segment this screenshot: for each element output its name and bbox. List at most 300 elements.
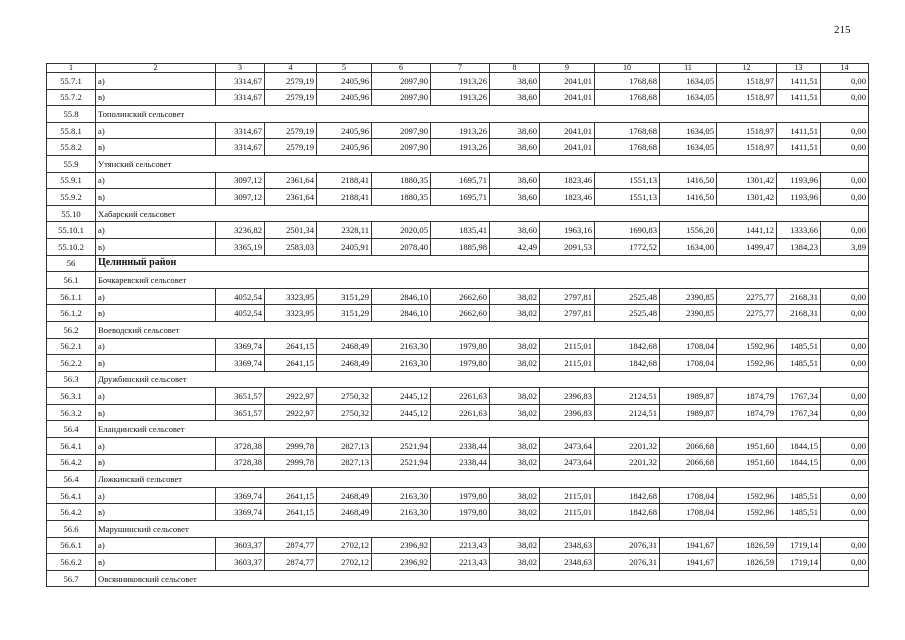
value-cell: 0,00 [821,338,869,355]
value-cell: 2115,01 [540,487,595,504]
value-cell: 38,60 [490,122,540,139]
column-header: 7 [431,64,490,73]
value-cell: 3314,67 [216,122,265,139]
column-header: 3 [216,64,265,73]
value-cell: 2348,63 [540,554,595,571]
value-cell: 2827,13 [317,438,372,455]
table-row [47,73,869,90]
value-cell: 1880,35 [372,189,431,206]
value-cell: 38,60 [490,73,540,90]
value-cell: 38,02 [490,537,540,554]
row-code: 56.1.2 [47,305,96,322]
value-cell: 0,00 [821,454,869,471]
row-code: 56.4.1 [47,438,96,455]
value-cell: 2405,96 [317,73,372,90]
value-cell: 3,89 [821,238,869,255]
value-cell: 1411,51 [777,122,821,139]
value-cell: 2361,64 [265,172,317,189]
value-cell: 2213,43 [431,537,490,554]
column-header: 2 [96,64,216,73]
row-code: 56.6.2 [47,554,96,571]
value-cell: 38,60 [490,189,540,206]
column-header: 13 [777,64,821,73]
district-row [47,255,869,272]
value-cell: 3603,37 [216,537,265,554]
value-cell: 0,00 [821,537,869,554]
value-cell: 3323,95 [265,288,317,305]
row-code: 56.7 [47,570,96,587]
value-cell: 2999,78 [265,454,317,471]
value-cell: 2328,11 [317,222,372,239]
value-cell: 1989,87 [660,388,717,405]
row-code: 55.9 [47,155,96,172]
value-cell: 38,02 [490,404,540,421]
value-cell: 38,02 [490,288,540,305]
value-cell: 2750,32 [317,404,372,421]
value-cell: 0,00 [821,504,869,521]
value-cell: 1708,04 [660,504,717,521]
value-cell: 2405,91 [317,238,372,255]
value-cell: 2066,68 [660,438,717,455]
section-row [47,155,869,172]
row-code: 56.4.1 [47,487,96,504]
value-cell: 1499,47 [717,238,777,255]
value-cell: 2827,13 [317,454,372,471]
value-cell: 1592,96 [717,504,777,521]
value-cell: 2583,03 [265,238,317,255]
value-cell: 1768,68 [595,89,660,106]
row-code: 55.8 [47,106,96,123]
row-code: 56.2 [47,321,96,338]
district-name: Целинный район [96,255,869,272]
value-cell: 1768,68 [595,139,660,156]
value-cell: 2797,81 [540,305,595,322]
value-cell: 2338,44 [431,438,490,455]
value-cell: 38,02 [490,438,540,455]
row-code: 56.1 [47,272,96,289]
value-cell: 2163,30 [372,487,431,504]
value-cell: 2261,63 [431,404,490,421]
value-cell: 2579,19 [265,122,317,139]
value-cell: 1518,97 [717,139,777,156]
value-cell: 1634,05 [660,73,717,90]
value-cell: 1411,51 [777,73,821,90]
value-cell: 2124,51 [595,388,660,405]
value-cell: 2091,53 [540,238,595,255]
row-label: в) [96,238,216,255]
value-cell: 1690,83 [595,222,660,239]
value-cell: 1979,80 [431,504,490,521]
section-name: Еландинский сельсовет [96,421,869,438]
row-label: в) [96,404,216,421]
row-code: 55.9.2 [47,189,96,206]
value-cell: 2115,01 [540,338,595,355]
value-cell: 0,00 [821,189,869,206]
value-cell: 1844,15 [777,454,821,471]
value-cell: 1333,66 [777,222,821,239]
value-cell: 1695,71 [431,172,490,189]
value-cell: 1913,26 [431,89,490,106]
value-cell: 2348,63 [540,537,595,554]
value-cell: 2168,31 [777,305,821,322]
value-cell: 3651,57 [216,404,265,421]
section-row [47,471,869,488]
value-cell: 1485,51 [777,504,821,521]
section-row [47,521,869,538]
value-cell: 1880,35 [372,172,431,189]
row-code: 56.4.2 [47,504,96,521]
row-label: в) [96,355,216,372]
value-cell: 1193,96 [777,189,821,206]
value-cell: 3728,38 [216,454,265,471]
value-cell: 2275,77 [717,305,777,322]
row-label: в) [96,554,216,571]
value-cell: 1768,68 [595,73,660,90]
value-cell: 2525,48 [595,288,660,305]
value-cell: 0,00 [821,404,869,421]
value-cell: 2163,30 [372,338,431,355]
row-label: а) [96,438,216,455]
value-cell: 2405,96 [317,122,372,139]
value-cell: 2168,31 [777,288,821,305]
value-cell: 1913,26 [431,122,490,139]
table-row [47,222,869,239]
row-code: 56.3.1 [47,388,96,405]
value-cell: 1842,68 [595,355,660,372]
value-cell: 2445,12 [372,404,431,421]
table-row [47,454,869,471]
value-cell: 2066,68 [660,454,717,471]
row-label: а) [96,288,216,305]
table-row [47,238,869,255]
value-cell: 1416,50 [660,172,717,189]
value-cell: 1411,51 [777,139,821,156]
value-cell: 0,00 [821,288,869,305]
value-cell: 1193,96 [777,172,821,189]
section-row [47,421,869,438]
value-cell: 42,49 [490,238,540,255]
value-cell: 2468,49 [317,487,372,504]
value-cell: 1551,13 [595,189,660,206]
value-cell: 2338,44 [431,454,490,471]
table-row [47,172,869,189]
column-header-row [47,64,869,73]
value-cell: 1708,04 [660,355,717,372]
value-cell: 3314,67 [216,139,265,156]
column-header: 8 [490,64,540,73]
value-cell: 1767,34 [777,404,821,421]
value-cell: 2390,85 [660,288,717,305]
value-cell: 1518,97 [717,73,777,90]
table-row [47,537,869,554]
value-cell: 2396,92 [372,554,431,571]
value-cell: 1411,51 [777,89,821,106]
value-cell: 1823,46 [540,172,595,189]
value-cell: 1551,13 [595,172,660,189]
value-cell: 2163,30 [372,504,431,521]
value-cell: 0,00 [821,305,869,322]
column-header: 11 [660,64,717,73]
value-cell: 1941,67 [660,554,717,571]
value-cell: 1518,97 [717,122,777,139]
value-cell: 2445,12 [372,388,431,405]
row-code: 55.8.1 [47,122,96,139]
value-cell: 2115,01 [540,504,595,521]
row-label: а) [96,73,216,90]
table-row [47,338,869,355]
value-cell: 38,02 [490,504,540,521]
value-cell: 3097,12 [216,172,265,189]
value-cell: 0,00 [821,89,869,106]
table-row [47,438,869,455]
value-cell: 1874,79 [717,388,777,405]
value-cell: 38,02 [490,487,540,504]
value-cell: 2097,90 [372,89,431,106]
value-cell: 2076,31 [595,537,660,554]
value-cell: 2874,77 [265,554,317,571]
value-cell: 2361,64 [265,189,317,206]
value-cell: 1823,46 [540,189,595,206]
table-body [47,64,869,587]
row-code: 55.10 [47,205,96,222]
section-name: Воеводский сельсовет [96,321,869,338]
row-code: 56.4.2 [47,454,96,471]
value-cell: 3369,74 [216,338,265,355]
value-cell: 3369,74 [216,355,265,372]
value-cell: 2097,90 [372,122,431,139]
value-cell: 2405,96 [317,139,372,156]
value-cell: 2020,05 [372,222,431,239]
row-code: 56.6.1 [47,537,96,554]
value-cell: 2501,34 [265,222,317,239]
value-cell: 2521,94 [372,454,431,471]
value-cell: 2641,15 [265,487,317,504]
column-header: 12 [717,64,777,73]
value-cell: 38,60 [490,89,540,106]
section-row [47,272,869,289]
value-cell: 1695,71 [431,189,490,206]
row-label: а) [96,388,216,405]
row-label: а) [96,172,216,189]
section-name: Ложкинский сельсовет [96,471,869,488]
page-number: 215 [834,24,851,36]
value-cell: 3651,57 [216,388,265,405]
row-code: 55.7.2 [47,89,96,106]
value-cell: 1556,20 [660,222,717,239]
value-cell: 2097,90 [372,139,431,156]
value-cell: 2405,96 [317,89,372,106]
row-code: 55.10.2 [47,238,96,255]
value-cell: 1826,59 [717,537,777,554]
value-cell: 1874,79 [717,404,777,421]
value-cell: 0,00 [821,554,869,571]
row-code: 56.6 [47,521,96,538]
value-cell: 2641,15 [265,355,317,372]
value-cell: 1767,34 [777,388,821,405]
row-code: 55.10.1 [47,222,96,239]
table-row [47,189,869,206]
value-cell: 38,02 [490,554,540,571]
section-name: Утянский сельсовет [96,155,869,172]
value-cell: 2396,83 [540,388,595,405]
value-cell: 2641,15 [265,338,317,355]
row-code: 56.2.1 [47,338,96,355]
row-code: 55.7.1 [47,73,96,90]
row-code: 56.4 [47,471,96,488]
section-name: Овсянниковский сельсовет [96,570,869,587]
value-cell: 3369,74 [216,504,265,521]
value-cell: 2473,64 [540,438,595,455]
value-cell: 1719,14 [777,537,821,554]
value-cell: 2097,90 [372,73,431,90]
value-cell: 2579,19 [265,139,317,156]
value-cell: 2188,41 [317,189,372,206]
table-row [47,139,869,156]
row-label: в) [96,504,216,521]
row-label: в) [96,89,216,106]
value-cell: 1384,23 [777,238,821,255]
value-cell: 1941,67 [660,537,717,554]
value-cell: 2797,81 [540,288,595,305]
value-cell: 1768,68 [595,122,660,139]
section-row [47,106,869,123]
row-code: 56.3.2 [47,404,96,421]
value-cell: 2750,32 [317,388,372,405]
value-cell: 38,60 [490,222,540,239]
value-cell: 2396,92 [372,537,431,554]
row-label: а) [96,338,216,355]
value-cell: 0,00 [821,139,869,156]
value-cell: 2390,85 [660,305,717,322]
section-name: Марушинский сельсовет [96,521,869,538]
value-cell: 1485,51 [777,338,821,355]
value-cell: 1708,04 [660,338,717,355]
value-cell: 2641,15 [265,504,317,521]
value-cell: 1979,80 [431,355,490,372]
section-row [47,371,869,388]
row-label: а) [96,487,216,504]
table-row [47,554,869,571]
value-cell: 2999,78 [265,438,317,455]
value-cell: 0,00 [821,487,869,504]
section-name: Дружбинский сельсовет [96,371,869,388]
section-row [47,321,869,338]
value-cell: 4052,54 [216,288,265,305]
value-cell: 3603,37 [216,554,265,571]
row-label: а) [96,222,216,239]
value-cell: 3369,74 [216,487,265,504]
value-cell: 2525,48 [595,305,660,322]
value-cell: 3314,67 [216,73,265,90]
value-cell: 2468,49 [317,355,372,372]
value-cell: 1634,05 [660,139,717,156]
column-header: 1 [47,64,96,73]
value-cell: 2188,41 [317,172,372,189]
value-cell: 1885,98 [431,238,490,255]
row-code: 56.1.1 [47,288,96,305]
value-cell: 1634,00 [660,238,717,255]
table-row [47,404,869,421]
value-cell: 3323,95 [265,305,317,322]
value-cell: 1441,12 [717,222,777,239]
table-row [47,355,869,372]
section-name: Тополинский сельсовет [96,106,869,123]
value-cell: 38,02 [490,388,540,405]
value-cell: 0,00 [821,122,869,139]
value-cell: 2579,19 [265,89,317,106]
value-cell: 2124,51 [595,404,660,421]
value-cell: 2201,32 [595,438,660,455]
value-cell: 2473,64 [540,454,595,471]
value-cell: 2846,10 [372,288,431,305]
value-cell: 2579,19 [265,73,317,90]
row-code: 56.3 [47,371,96,388]
value-cell: 1301,42 [717,172,777,189]
row-code: 55.9.1 [47,172,96,189]
value-cell: 38,60 [490,139,540,156]
value-cell: 2521,94 [372,438,431,455]
value-cell: 1963,16 [540,222,595,239]
row-label: в) [96,189,216,206]
value-cell: 3097,12 [216,189,265,206]
value-cell: 1826,59 [717,554,777,571]
value-cell: 1979,80 [431,338,490,355]
column-header: 6 [372,64,431,73]
value-cell: 2275,77 [717,288,777,305]
value-cell: 1634,05 [660,122,717,139]
value-cell: 0,00 [821,222,869,239]
value-cell: 2201,32 [595,454,660,471]
value-cell: 2041,01 [540,122,595,139]
tariff-table [46,63,869,587]
value-cell: 2846,10 [372,305,431,322]
value-cell: 2662,60 [431,288,490,305]
value-cell: 1842,68 [595,338,660,355]
column-header: 4 [265,64,317,73]
value-cell: 0,00 [821,73,869,90]
column-header: 5 [317,64,372,73]
row-code: 56 [47,255,96,272]
value-cell: 1634,05 [660,89,717,106]
value-cell: 1485,51 [777,355,821,372]
value-cell: 1913,26 [431,73,490,90]
row-code: 56.4 [47,421,96,438]
value-cell: 3236,82 [216,222,265,239]
value-cell: 1719,14 [777,554,821,571]
value-cell: 3314,67 [216,89,265,106]
row-label: в) [96,305,216,322]
value-cell: 38,02 [490,454,540,471]
value-cell: 1592,96 [717,338,777,355]
value-cell: 2702,12 [317,554,372,571]
value-cell: 1301,42 [717,189,777,206]
value-cell: 2702,12 [317,537,372,554]
table-row [47,305,869,322]
value-cell: 1485,51 [777,487,821,504]
value-cell: 1842,68 [595,487,660,504]
table-row [47,122,869,139]
value-cell: 3151,29 [317,305,372,322]
section-name: Бочкаревский сельсовет [96,272,869,289]
value-cell: 1518,97 [717,89,777,106]
value-cell: 2662,60 [431,305,490,322]
value-cell: 1416,50 [660,189,717,206]
value-cell: 1708,04 [660,487,717,504]
value-cell: 2922,97 [265,404,317,421]
value-cell: 38,60 [490,172,540,189]
value-cell: 2396,83 [540,404,595,421]
value-cell: 0,00 [821,355,869,372]
